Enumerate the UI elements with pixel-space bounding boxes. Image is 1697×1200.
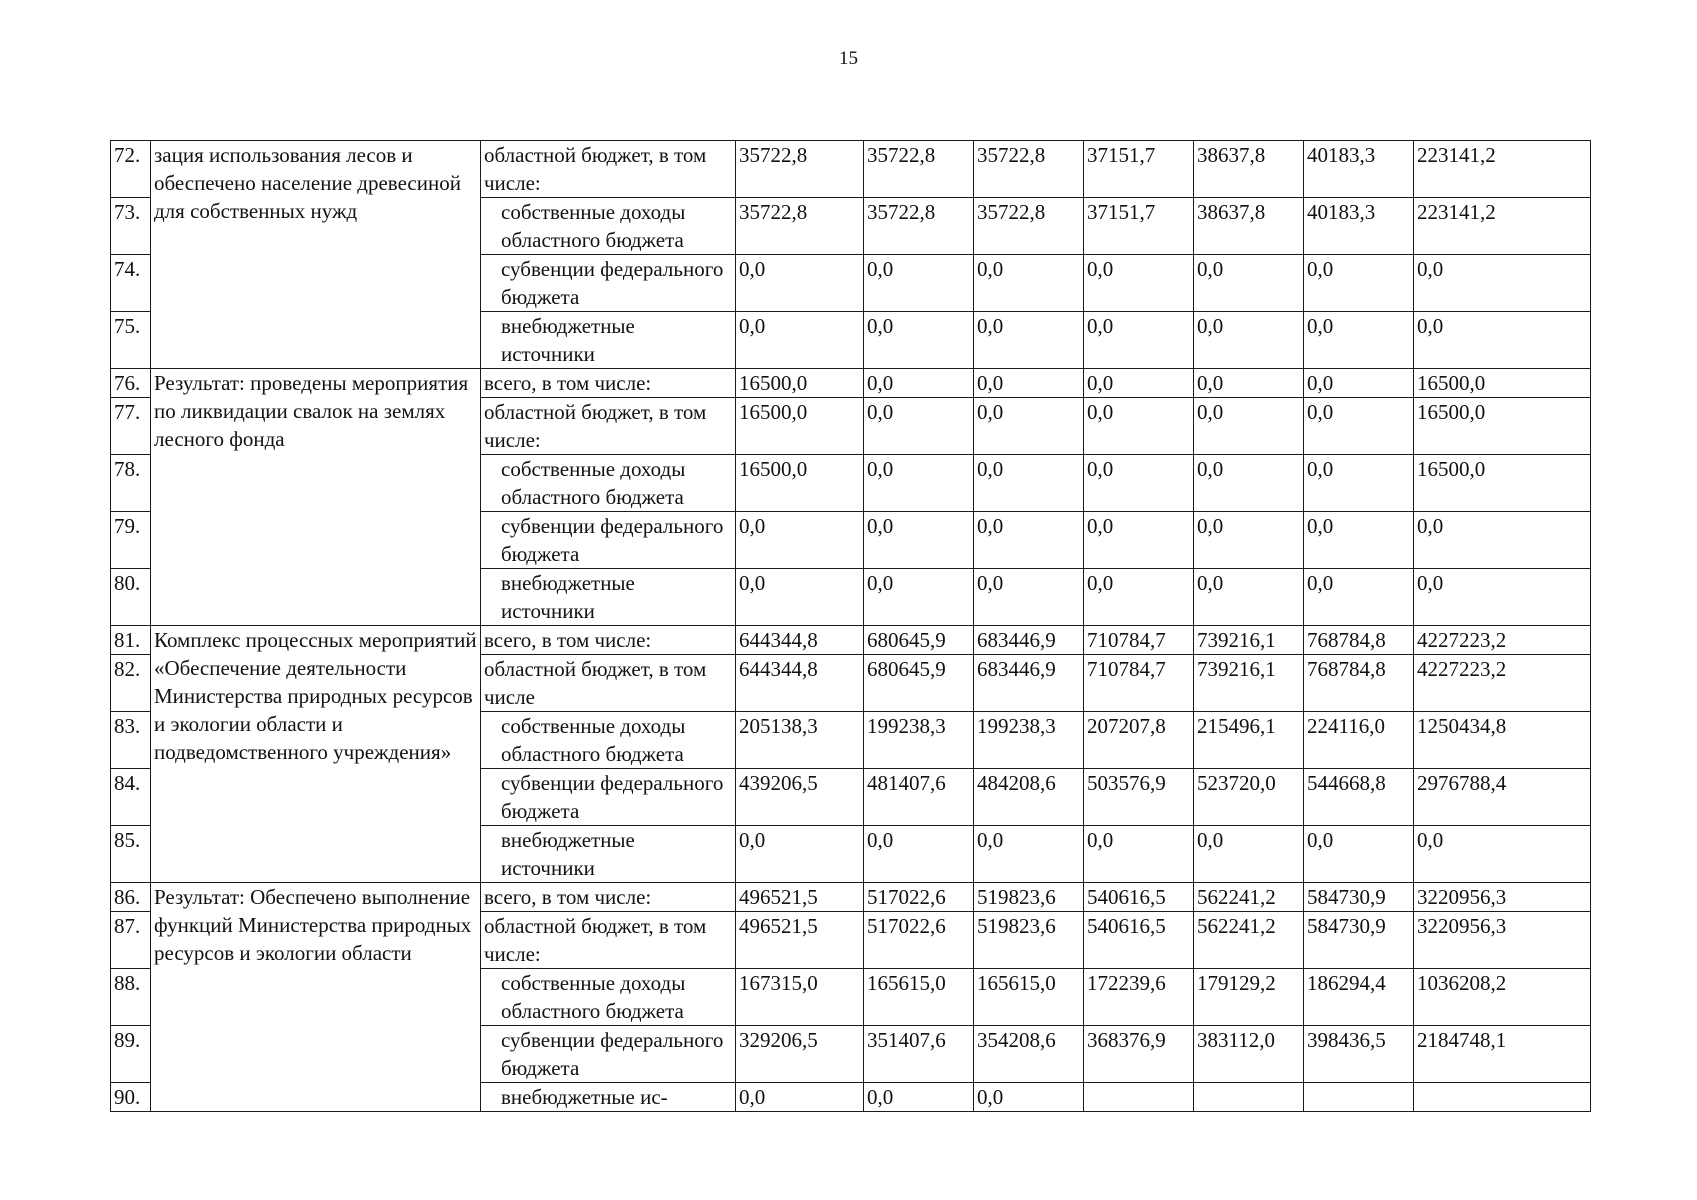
funding-source: собственные доходы областного бюджета xyxy=(481,455,736,512)
row-number: 87. xyxy=(111,912,151,969)
total-value: 223141,2 xyxy=(1414,141,1591,198)
year-value: 496521,5 xyxy=(736,883,864,912)
year-value: 199238,3 xyxy=(974,712,1084,769)
funding-source: субвенции федерального бюджета xyxy=(481,769,736,826)
result-description: Комплекс процессных мероприятий «Обеспечение деятельности Министерства природных ресурсов и экологии области и подведомственного учреждения» xyxy=(151,626,481,883)
year-value: 329206,5 xyxy=(736,1026,864,1083)
total-value: 0,0 xyxy=(1414,826,1591,883)
funding-source: внебюджетные источники xyxy=(481,569,736,626)
year-value: 739216,1 xyxy=(1194,655,1304,712)
year-value: 0,0 xyxy=(1304,255,1414,312)
year-value: 683446,9 xyxy=(974,626,1084,655)
year-value: 35722,8 xyxy=(864,141,974,198)
row-number: 85. xyxy=(111,826,151,883)
year-value: 0,0 xyxy=(974,255,1084,312)
year-value: 680645,9 xyxy=(864,626,974,655)
year-value: 0,0 xyxy=(736,255,864,312)
row-number: 80. xyxy=(111,569,151,626)
funding-source: областной бюджет, в том числе xyxy=(481,655,736,712)
year-value: 172239,6 xyxy=(1084,969,1194,1026)
year-value: 517022,6 xyxy=(864,883,974,912)
funding-source: собственные доходы областного бюджета xyxy=(481,712,736,769)
row-number: 73. xyxy=(111,198,151,255)
year-value: 496521,5 xyxy=(736,912,864,969)
funding-source: субвенции федерального бюджета xyxy=(481,255,736,312)
year-value: 35722,8 xyxy=(864,198,974,255)
funding-source: субвенции федерального бюджета xyxy=(481,512,736,569)
funding-source: внебюджетные источники xyxy=(481,312,736,369)
table-body xyxy=(111,141,1591,1112)
funding-source: внебюджетные ис- xyxy=(481,1083,736,1112)
total-value: 2184748,1 xyxy=(1414,1026,1591,1083)
year-value: 768784,8 xyxy=(1304,655,1414,712)
year-value: 0,0 xyxy=(1304,312,1414,369)
budget-table xyxy=(110,140,1591,1112)
year-value: 644344,8 xyxy=(736,655,864,712)
year-value: 35722,8 xyxy=(736,141,864,198)
table-row xyxy=(111,626,1591,655)
total-value: 16500,0 xyxy=(1414,398,1591,455)
year-value: 35722,8 xyxy=(736,198,864,255)
year-value: 503576,9 xyxy=(1084,769,1194,826)
year-value: 0,0 xyxy=(1304,512,1414,569)
year-value: 0,0 xyxy=(974,1083,1084,1112)
row-number: 86. xyxy=(111,883,151,912)
total-value: 0,0 xyxy=(1414,255,1591,312)
year-value: 0,0 xyxy=(1304,569,1414,626)
total-value: 4227223,2 xyxy=(1414,626,1591,655)
year-value: 0,0 xyxy=(974,369,1084,398)
year-value: 0,0 xyxy=(1194,398,1304,455)
year-value: 544668,8 xyxy=(1304,769,1414,826)
funding-source: субвенции федерального бюджета xyxy=(481,1026,736,1083)
row-number: 83. xyxy=(111,712,151,769)
year-value: 0,0 xyxy=(736,826,864,883)
row-number: 90. xyxy=(111,1083,151,1112)
year-value: 0,0 xyxy=(736,1083,864,1112)
year-value xyxy=(1304,1083,1414,1112)
year-value: 0,0 xyxy=(864,826,974,883)
result-description: зация использования лесов и обеспечено население древесиной для собственных нужд xyxy=(151,141,481,369)
total-value: 3220956,3 xyxy=(1414,912,1591,969)
year-value: 0,0 xyxy=(1084,569,1194,626)
total-value xyxy=(1414,1083,1591,1112)
year-value: 0,0 xyxy=(1194,255,1304,312)
year-value: 768784,8 xyxy=(1304,626,1414,655)
total-value: 223141,2 xyxy=(1414,198,1591,255)
year-value: 38637,8 xyxy=(1194,141,1304,198)
year-value: 0,0 xyxy=(1084,826,1194,883)
year-value: 354208,6 xyxy=(974,1026,1084,1083)
total-value: 0,0 xyxy=(1414,512,1591,569)
year-value: 40183,3 xyxy=(1304,141,1414,198)
year-value: 710784,7 xyxy=(1084,655,1194,712)
total-value: 16500,0 xyxy=(1414,455,1591,512)
page-number: 15 xyxy=(839,48,858,69)
year-value: 205138,3 xyxy=(736,712,864,769)
year-value: 224116,0 xyxy=(1304,712,1414,769)
year-value: 37151,7 xyxy=(1084,141,1194,198)
year-value: 37151,7 xyxy=(1084,198,1194,255)
row-number: 79. xyxy=(111,512,151,569)
year-value: 710784,7 xyxy=(1084,626,1194,655)
year-value: 0,0 xyxy=(974,826,1084,883)
year-value: 540616,5 xyxy=(1084,883,1194,912)
year-value: 0,0 xyxy=(864,398,974,455)
year-value: 0,0 xyxy=(1304,455,1414,512)
funding-source: собственные доходы областного бюджета xyxy=(481,969,736,1026)
year-value: 540616,5 xyxy=(1084,912,1194,969)
year-value: 165615,0 xyxy=(864,969,974,1026)
year-value: 16500,0 xyxy=(736,369,864,398)
year-value xyxy=(1084,1083,1194,1112)
year-value: 0,0 xyxy=(1304,826,1414,883)
year-value xyxy=(1194,1083,1304,1112)
year-value: 0,0 xyxy=(1194,312,1304,369)
year-value: 519823,6 xyxy=(974,883,1084,912)
year-value: 0,0 xyxy=(974,569,1084,626)
total-value: 16500,0 xyxy=(1414,369,1591,398)
total-value: 1250434,8 xyxy=(1414,712,1591,769)
year-value: 0,0 xyxy=(864,255,974,312)
year-value: 0,0 xyxy=(1194,826,1304,883)
funding-source: собственные доходы областного бюджета xyxy=(481,198,736,255)
year-value: 683446,9 xyxy=(974,655,1084,712)
result-description: Результат: Обеспечено выполнение функций Министерства природных ресурсов и экологии области xyxy=(151,883,481,1112)
year-value: 680645,9 xyxy=(864,655,974,712)
funding-source: всего, в том числе: xyxy=(481,369,736,398)
total-value: 4227223,2 xyxy=(1414,655,1591,712)
year-value: 481407,6 xyxy=(864,769,974,826)
year-value: 0,0 xyxy=(1084,312,1194,369)
year-value: 16500,0 xyxy=(736,455,864,512)
year-value: 584730,9 xyxy=(1304,912,1414,969)
year-value: 0,0 xyxy=(1194,455,1304,512)
year-value: 562241,2 xyxy=(1194,912,1304,969)
year-value: 0,0 xyxy=(864,569,974,626)
year-value: 38637,8 xyxy=(1194,198,1304,255)
year-value: 523720,0 xyxy=(1194,769,1304,826)
year-value: 0,0 xyxy=(1304,369,1414,398)
total-value: 2976788,4 xyxy=(1414,769,1591,826)
year-value: 0,0 xyxy=(864,512,974,569)
year-value: 199238,3 xyxy=(864,712,974,769)
row-number: 74. xyxy=(111,255,151,312)
row-number: 88. xyxy=(111,969,151,1026)
row-number: 77. xyxy=(111,398,151,455)
year-value: 167315,0 xyxy=(736,969,864,1026)
funding-source: всего, в том числе: xyxy=(481,626,736,655)
total-value: 3220956,3 xyxy=(1414,883,1591,912)
row-number: 72. xyxy=(111,141,151,198)
year-value: 0,0 xyxy=(1084,255,1194,312)
year-value: 383112,0 xyxy=(1194,1026,1304,1083)
funding-source: областной бюджет, в том числе: xyxy=(481,398,736,455)
table-row xyxy=(111,141,1591,198)
year-value: 0,0 xyxy=(736,569,864,626)
row-number: 78. xyxy=(111,455,151,512)
year-value: 0,0 xyxy=(736,512,864,569)
year-value: 398436,5 xyxy=(1304,1026,1414,1083)
year-value: 0,0 xyxy=(1194,569,1304,626)
year-value: 0,0 xyxy=(974,455,1084,512)
table-row xyxy=(111,883,1591,912)
row-number: 89. xyxy=(111,1026,151,1083)
year-value: 0,0 xyxy=(1084,369,1194,398)
funding-source: всего, в том числе: xyxy=(481,883,736,912)
year-value: 0,0 xyxy=(974,512,1084,569)
year-value: 215496,1 xyxy=(1194,712,1304,769)
year-value: 519823,6 xyxy=(974,912,1084,969)
year-value: 165615,0 xyxy=(974,969,1084,1026)
year-value: 0,0 xyxy=(864,455,974,512)
table-row xyxy=(111,369,1591,398)
year-value: 0,0 xyxy=(864,369,974,398)
year-value: 179129,2 xyxy=(1194,969,1304,1026)
row-number: 84. xyxy=(111,769,151,826)
year-value: 35722,8 xyxy=(974,198,1084,255)
year-value: 40183,3 xyxy=(1304,198,1414,255)
year-value: 0,0 xyxy=(1084,398,1194,455)
year-value: 0,0 xyxy=(1304,398,1414,455)
total-value: 0,0 xyxy=(1414,569,1591,626)
result-description: Результат: проведены мероприятия по ликвидации свалок на землях лесного фонда xyxy=(151,369,481,626)
year-value: 0,0 xyxy=(974,312,1084,369)
year-value: 0,0 xyxy=(1084,455,1194,512)
year-value: 439206,5 xyxy=(736,769,864,826)
funding-source: внебюджетные источники xyxy=(481,826,736,883)
year-value: 484208,6 xyxy=(974,769,1084,826)
year-value: 207207,8 xyxy=(1084,712,1194,769)
year-value: 0,0 xyxy=(1084,512,1194,569)
year-value: 0,0 xyxy=(864,1083,974,1112)
year-value: 0,0 xyxy=(1194,369,1304,398)
year-value: 562241,2 xyxy=(1194,883,1304,912)
year-value: 0,0 xyxy=(974,398,1084,455)
funding-source: областной бюджет, в том числе: xyxy=(481,141,736,198)
year-value: 644344,8 xyxy=(736,626,864,655)
year-value: 0,0 xyxy=(864,312,974,369)
row-number: 75. xyxy=(111,312,151,369)
year-value: 739216,1 xyxy=(1194,626,1304,655)
row-number: 76. xyxy=(111,369,151,398)
row-number: 81. xyxy=(111,626,151,655)
row-number: 82. xyxy=(111,655,151,712)
year-value: 16500,0 xyxy=(736,398,864,455)
funding-source: областной бюджет, в том числе: xyxy=(481,912,736,969)
year-value: 351407,6 xyxy=(864,1026,974,1083)
total-value: 1036208,2 xyxy=(1414,969,1591,1026)
year-value: 35722,8 xyxy=(974,141,1084,198)
year-value: 368376,9 xyxy=(1084,1026,1194,1083)
year-value: 584730,9 xyxy=(1304,883,1414,912)
total-value: 0,0 xyxy=(1414,312,1591,369)
year-value: 0,0 xyxy=(1194,512,1304,569)
year-value: 0,0 xyxy=(736,312,864,369)
year-value: 517022,6 xyxy=(864,912,974,969)
year-value: 186294,4 xyxy=(1304,969,1414,1026)
